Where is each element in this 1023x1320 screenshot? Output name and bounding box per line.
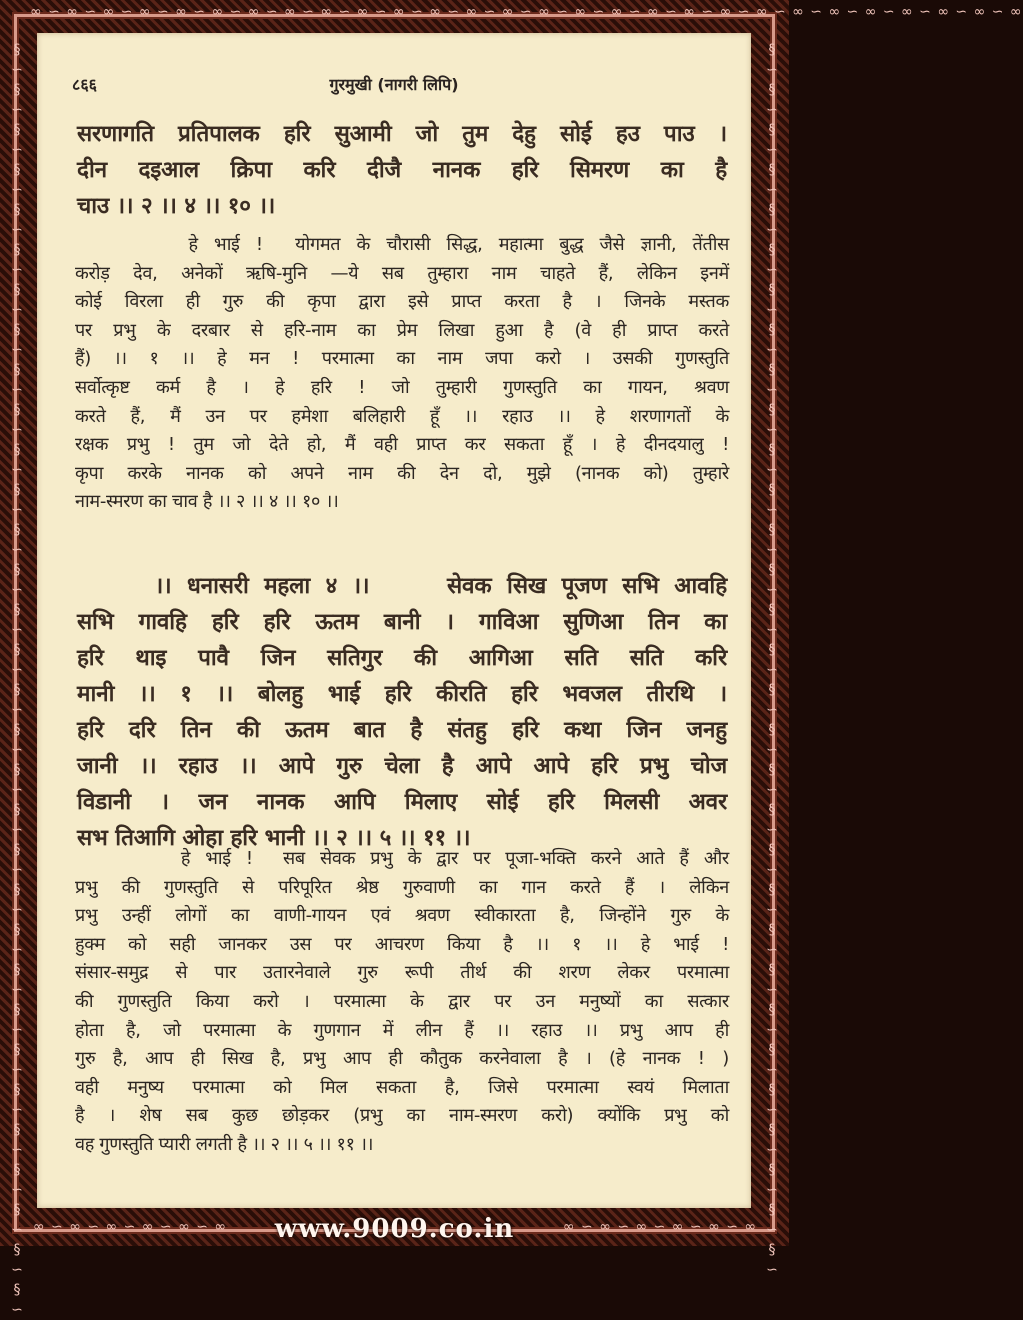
translation-line: कृपा करके नानक को अपने नाम की देन दो, मुझे (नानक को) तुम्हारे	[75, 462, 729, 484]
translation-line: रक्षक प्रभु ! तुम जो देते हो, मैं वही प्राप्त कर सकता हूँ । हे दीनदयालु !	[75, 434, 729, 456]
bani-line: सभ तिआगि ओहा हरि भानी ।। २ ।। ५ ।। ११ ।।	[77, 825, 471, 851]
page-number: ८६६	[72, 75, 97, 94]
translation-line: वही मनुष्य परमात्मा को मिल सकता है, जिसे परमात्मा स्वयं मिलाता	[75, 1076, 729, 1098]
bani-line: ।। धनासरी महला ४ ।। सेवक सिख पूजण सभि आवहि	[77, 573, 727, 599]
translation-line: हुक्म को सही जानकर उस पर आचरण किया है ।। १ ।। हे भाई !	[75, 933, 729, 955]
translation-line: पर प्रभु के दरबार से हरि-नाम का प्रेम लिखा हुआ है (वे ही प्राप्त करते	[75, 319, 729, 341]
bani-line: विडानी । जन नानक आपि मिलाए सोई हरि मिलसी अवर	[77, 789, 727, 815]
section2-gurbani	[77, 568, 727, 856]
translation-line: वह गुणस्तुति प्यारी लगती है ।। २ ।। ५ ।। ११ ।।	[75, 1133, 374, 1155]
top-ornament: ∞ ∽ ∞ ∽ ∞ ∽ ∞ ∽ ∞ ∽ ∞ ∽ ∞ ∽ ∞ ∽ ∞ ∽ ∞ ∽ ∞ ∽ ∞ ∽ ∞ ∽ ∞ ∽ ∞ ∽ ∞ ∽ ∞ ∽ ∞ ∽ ∞ ∽ ∞ ∽ ∞ ∽ ∞ ∽ ∞ ∽ ∞ ∽ ∞ ∽ ∞ ∽ ∞ ∽ ∞	[30, 4, 1023, 20]
bottom-ornament: ∞ ∽ ∞ ∽ ∞ ∽ ∞ ∽ ∞ ∽ ∞	[32, 1219, 228, 1235]
translation-line: कोई विरला ही गुरु की कृपा द्वारा इसे प्राप्त करता है । जिनके मस्तक	[75, 291, 729, 313]
bani-line: जानी ।। रहाउ ।। आपे गुरु चेला है आपे आपे हरि प्रभु चोज	[77, 753, 727, 779]
bani-line: हरि दरि तिन की ऊतम बात है संतहु हरि कथा जिन जनहु	[77, 717, 727, 743]
bani-line: सरणागति प्रतिपालक हरि सुआमी जो तुम देहु सोई हउ पाउ ।	[77, 121, 727, 147]
section1-gurbani	[77, 116, 727, 224]
translation-line: हैं) ।। १ ।। हे मन ! परमात्मा का नाम जपा करो । उसकी गुणस्तुति	[75, 348, 729, 370]
translation-line: है । शेष सब कुछ छोड़कर (प्रभु का नाम-स्मरण करो) क्योंकि प्रभु को	[75, 1105, 729, 1127]
translation-line: नाम-स्मरण का चाव है ।। २ ।। ४ ।। १० ।।	[75, 491, 339, 513]
translation-line: करोड़ देव, अनेकों ऋषि-मुनि —ये सब तुम्हारा नाम चाहते हैं, लेकिन इनमें	[75, 262, 729, 284]
section1-translation	[75, 231, 729, 517]
section2-translation	[75, 845, 729, 1160]
bani-line: मानी ।। १ ।। बोलहु भाई हरि कीरति हरि भवजल तीरथि ।	[77, 681, 727, 707]
bani-line: दीन दइआल क्रिपा करि दीजै नानक हरि सिमरण का है	[77, 157, 727, 183]
translation-line: करते हैं, मैं उन पर हमेशा बलिहारी हूँ ।। रहाउ ।। हे शरणागतों के	[75, 405, 729, 427]
translation-line: संसार-समुद्र से पार उतारनेवाले गुरु रूपी तीर्थ की शरण लेकर परमात्मा	[75, 962, 729, 984]
right-ornament: § ∽ § ∽ § ∽ § ∽ § ∽ § ∽ § ∽ § ∽ § ∽ § ∽ § ∽ § ∽ § ∽ § ∽ § ∽ § ∽ § ∽ § ∽ § ∽ § ∽ § ∽ § ∽ § ∽ § ∽ § ∽ § ∽ § ∽ § ∽ § ∽ § ∽ § ∽	[766, 42, 778, 1278]
translation-line: गुरु है, आप ही सिख है, प्रभु आप ही कौतुक करनेवाला है । (हे नानक ! )	[75, 1048, 729, 1070]
page	[37, 33, 751, 1208]
bani-line: सभि गावहि हरि हरि ऊतम बानी । गाविआ सुणिआ तिन का	[77, 609, 727, 635]
website-url[interactable]: www.9009.co.in	[274, 1214, 515, 1244]
translation-line: प्रभु की गुणस्तुति से परिपूरित श्रेष्ठ गुरुवाणी का गान करते हैं । लेकिन	[75, 876, 729, 898]
translation-line: की गुणस्तुति किया करो । परमात्मा के द्वार पर उन मनुष्यों का सत्कार	[75, 990, 729, 1012]
translation-line: सर्वोत्कृष्ट कर्म है । हे हरि ! जो तुम्हारी गुणस्तुति का गायन, श्रवण	[75, 376, 729, 398]
running-title: गुरमुखी (नागरी लिपि)	[329, 75, 459, 94]
bani-line: हरि थाइ पावै जिन सतिगुर की आगिआ सति सति करि	[77, 645, 727, 671]
bani-line: चाउ ।। २ ।। ४ ।। १० ।।	[77, 193, 276, 219]
bottom-ornament-right: ∞ ∽ ∞ ∽ ∞ ∽ ∞ ∽ ∞ ∽ ∞	[562, 1219, 758, 1235]
translation-line: होता है, जो परमात्मा के गुणगान में लीन हैं ।। रहाउ ।। प्रभु आप ही	[75, 1019, 729, 1041]
left-ornament: § ∽ § ∽ § ∽ § ∽ § ∽ § ∽ § ∽ § ∽ § ∽ § ∽ § ∽ § ∽ § ∽ § ∽ § ∽ § ∽ § ∽ § ∽ § ∽ § ∽ § ∽ § ∽ § ∽ § ∽ § ∽ § ∽ § ∽ § ∽ § ∽ § ∽ § ∽ § ∽	[11, 42, 23, 1318]
translation-line: हे भाई ! सब सेवक प्रभु के द्वार पर पूजा-भक्ति करने आते हैं और	[75, 848, 729, 869]
translation-line: हे भाई ! योगमत के चौरासी सिद्ध, महात्मा बुद्ध जैसे ज्ञानी, तेंतीस	[75, 234, 729, 255]
translation-line: प्रभु उन्हीं लोगों का वाणी-गायन एवं श्रवण स्वीकारता है, जिन्होंने गुरु के	[75, 905, 729, 927]
page-header	[37, 73, 751, 95]
